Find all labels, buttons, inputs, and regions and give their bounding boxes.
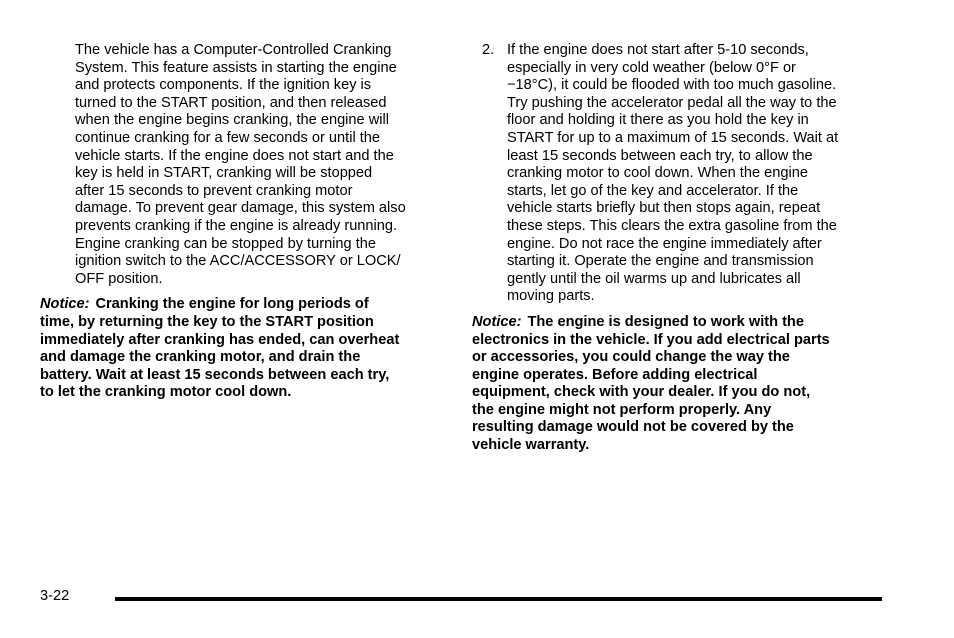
text-line: time, by returning the key to the START position [40,313,374,330]
text-line: especially in very cold weather (below 0°F or [507,59,796,76]
text-line: these steps. This clears the extra gasoline from the [507,217,837,234]
text-line: vehicle warranty. [472,437,590,454]
text-line: Engine cranking can be stopped by turning the [75,235,377,252]
text-line: floor and holding it there as you hold the key in [507,112,809,129]
left-column [40,42,450,402]
text-line: System. This feature assists in starting the engine [75,59,397,76]
text-line: The vehicle has a Computer-Controlled Cranking [75,42,392,58]
text-line: to let the cranking motor cool down. [40,384,292,401]
text-line: resulting damage would not be covered by the [472,419,794,436]
text-line: turned to the START position, and then released [75,94,387,111]
step-2-item [472,42,882,306]
text-line: engine. Do not race the engine immediately after [507,235,822,252]
text-line: cranking motor to cool down. When the engine [507,165,808,182]
text-line: −18°C), it could be flooded with too much gasoline. [507,77,837,94]
text-line: and damage the cranking motor, and drain the [40,349,361,366]
page-number: 3-22 [40,588,70,604]
step-number: 2. [482,42,495,58]
text-line: moving parts. [507,288,595,305]
right-column [472,42,882,455]
text-line: damage. To prevent gear damage, this system also [75,200,406,217]
notice-first-line [472,314,882,332]
text-line: after 15 seconds to prevent cranking motor [75,182,353,199]
text-line: immediately after cranking has ended, can overheat [40,331,400,348]
text-line: OFF position. [75,270,163,287]
text-line: Try pushing the accelerator pedal all the way to the [507,94,837,111]
text-line: continue cranking for a few seconds or until the [75,129,381,146]
text-line: If the engine does not start after 5-10 seconds, [507,42,809,58]
cranking-notice [40,296,450,402]
footer-rule [115,597,882,601]
text-line: the engine might not perform properly. Any [472,401,772,418]
text-line: electronics in the vehicle. If you add electrical parts [472,331,830,348]
text-line: starting it. Operate the engine and transmission [507,253,814,270]
text-line: Cranking the engine for long periods of [95,296,369,313]
step-2-text [507,42,882,306]
text-line: when the engine begins cranking, the engine will [75,112,389,129]
text-line: equipment, check with your dealer. If you do not, [472,384,811,401]
text-line: engine operates. Before adding electrical [472,366,758,383]
text-line: gently until the oil warms up and lubricates all [507,270,801,287]
notice-first-line [40,296,450,314]
text-line: key is held in START, cranking will be stopped [75,165,373,182]
text-line: starts, let go of the key and accelerator. If the [507,182,799,199]
text-line: vehicle starts. If the engine does not start and the [75,147,394,164]
notice-label: Notice: [472,313,522,330]
electronics-notice [472,314,882,455]
text-line: battery. Wait at least 15 seconds between each try, [40,366,390,383]
text-line: or accessories, you could change the way the [472,349,790,366]
text-line: least 15 seconds between each try, to allow the [507,147,813,164]
text-line: START for up to a maximum of 15 seconds. Wait at [507,129,839,146]
text-line: The engine is designed to work with the [527,313,804,330]
text-line: ignition switch to the ACC/ACCESSORY or LOCK/ [75,253,401,270]
text-line: and protects components. If the ignition key is [75,77,372,94]
text-line: prevents cranking if the engine is already running. [75,217,398,234]
notice-label: Notice: [40,296,90,313]
cranking-system-paragraph [40,42,450,288]
text-line: vehicle starts briefly but then stops again, repeat [507,200,821,217]
